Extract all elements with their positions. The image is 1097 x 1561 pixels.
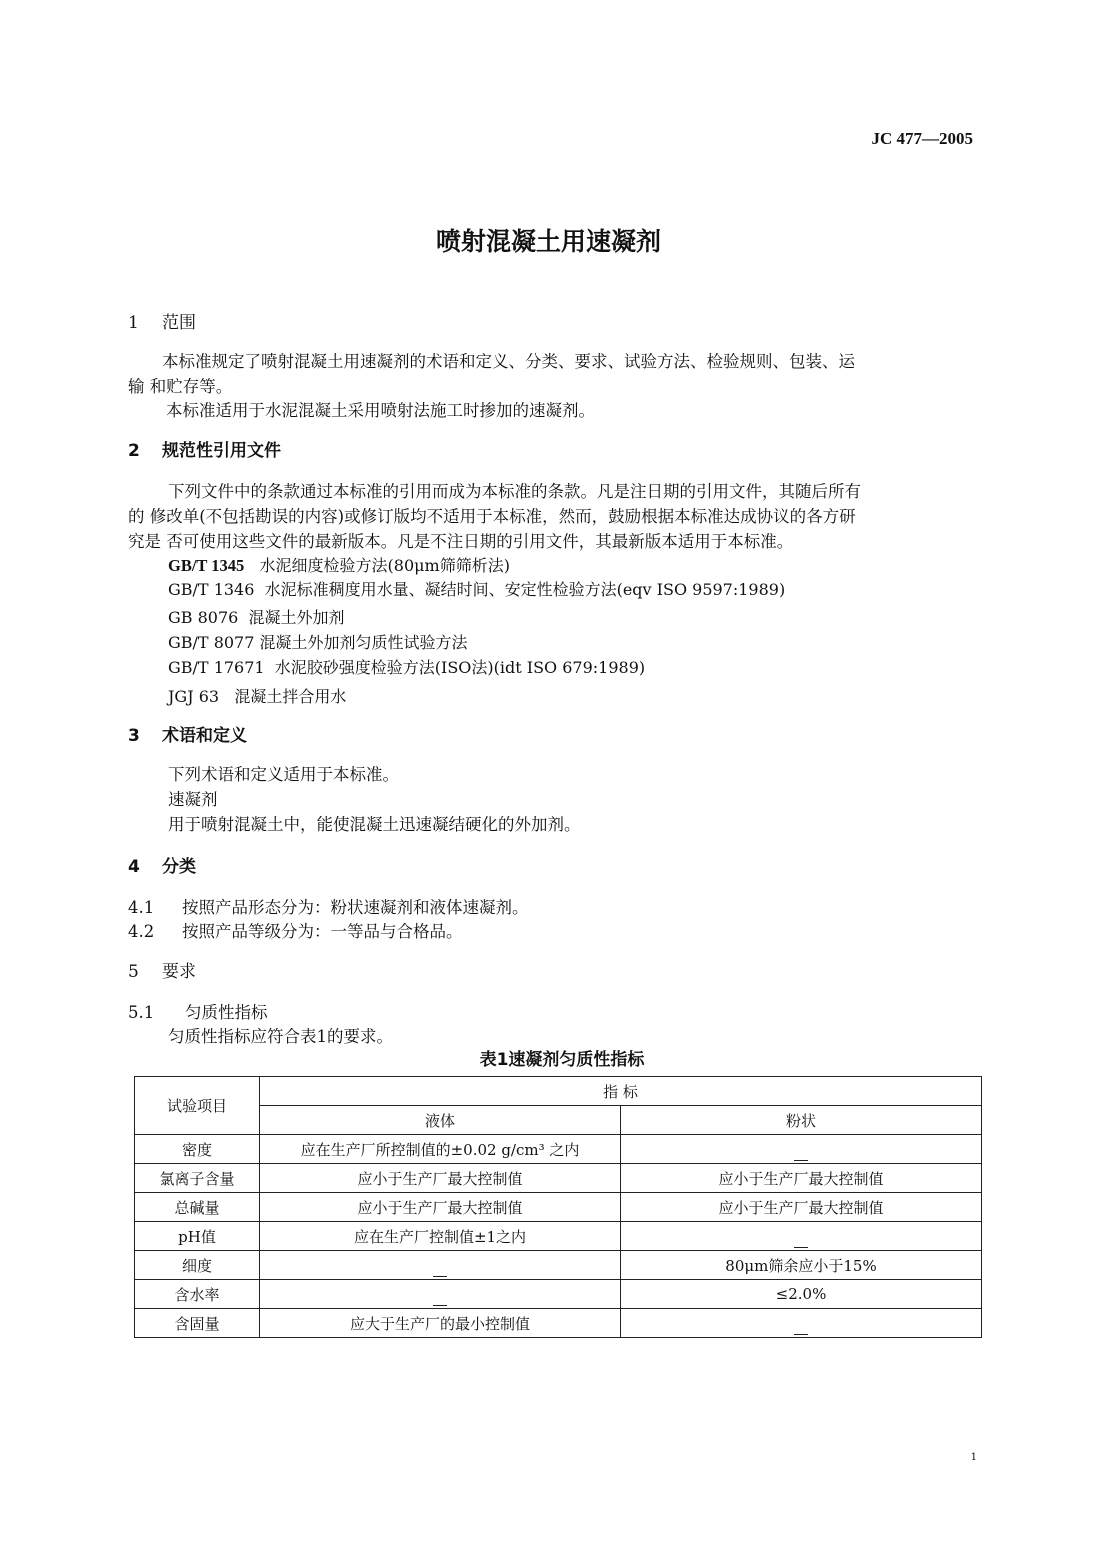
reference-code: GB/T 1345 [168,556,245,575]
table-row [135,1193,982,1222]
reference-item [168,687,346,707]
normative-paragraph-line: 下列文件中的条款通过本标准的引用而成为本标准的条款。凡是注日期的引用文件，其随后所有 [168,482,861,501]
cell-item: 氯离子含量 [135,1164,260,1193]
document-title: 喷射混凝土用速凝剂 [435,227,661,256]
section-title: 规范性引用文件 [162,441,281,461]
header-powder: 粉状 [621,1106,982,1135]
scope-paragraph-line: 输 和贮存等。 [128,377,233,396]
normative-paragraph-line: 的 修改单(不包括勘误的内容)或修订版均不适用于本标准，然而，鼓励根据本标准达成协议的各方研 [128,507,856,526]
section-title: 要求 [162,962,196,982]
table-subheader-row [135,1106,982,1135]
section-number: 4 [128,857,140,877]
cell-liquid: 应大于生产厂的最小控制值 [260,1309,621,1338]
clause-text: 按照产品形态分为：粉状速凝剂和液体速凝剂。 [182,898,529,917]
uniformity-index-table [134,1076,982,1338]
cell-powder [621,1222,982,1251]
table-row [135,1222,982,1251]
cell-powder: 应小于生产厂最大控制值 [621,1164,982,1193]
section-title: 范围 [162,313,196,333]
cell-item: 含水率 [135,1280,260,1309]
terms-intro: 下列术语和定义适用于本标准。 [168,765,399,784]
reference-code: GB 8076 [168,608,239,627]
cell-powder: 80μm筛余应小于15% [621,1251,982,1280]
section-heading-terms [128,726,247,747]
reference-item [168,556,510,577]
table-row [135,1309,982,1338]
reference-code: GB/T 17671 [168,658,265,677]
reference-title: 水泥标准稠度用水量、凝结时间、安定性检验方法(eqv ISO 9597:1989) [264,580,786,599]
reference-code: JGJ 63 [168,687,220,706]
table-row [135,1280,982,1309]
reference-item [168,633,468,653]
reference-item [168,658,645,678]
cell-liquid: 应在生产厂控制值±1之内 [260,1222,621,1251]
section-number: 5 [128,962,139,982]
cell-liquid: 应在生产厂所控制值的±0.02 g/cm³ 之内 [260,1135,621,1164]
header-test-item: 试验项目 [135,1077,260,1135]
dash-mark [794,1152,808,1161]
classification-item [128,898,529,919]
section-heading-requirements [128,962,196,983]
reference-item [168,608,345,628]
cell-powder [621,1309,982,1338]
reference-title: 混凝土外加剂 [248,608,345,627]
section-heading-classification [128,857,196,878]
cell-liquid [260,1280,621,1309]
header-index: 指 标 [260,1077,982,1106]
cell-item: 含固量 [135,1309,260,1338]
cell-powder: ≤2.0% [621,1280,982,1309]
cell-powder: 应小于生产厂最大控制值 [621,1193,982,1222]
dash-mark [433,1297,447,1306]
reference-title: 水泥胶砂强度检验方法(ISO法)(idt ISO 679:1989) [274,658,646,677]
table-header-row [135,1077,982,1106]
term-definition: 用于喷射混凝土中，能使混凝土迅速凝结硬化的外加剂。 [168,815,581,834]
page-number: 1 [970,1452,977,1463]
dash-mark [794,1239,808,1248]
cell-item: 密度 [135,1135,260,1164]
cell-item: 总碱量 [135,1193,260,1222]
clause-text: 按照产品等级分为：一等品与合格品。 [182,922,463,941]
clause-number: 4.2 [128,922,155,941]
section-heading-scope [128,313,196,334]
cell-liquid [260,1251,621,1280]
subsection-heading [128,1003,268,1024]
section-number: 2 [128,441,140,461]
standard-code: JC 477—2005 [871,129,973,148]
cell-liquid: 应小于生产厂最大控制值 [260,1164,621,1193]
table-caption: 表1速凝剂匀质性指标 [479,1050,645,1070]
cell-powder [621,1135,982,1164]
reference-item [168,580,785,600]
dash-mark [794,1326,808,1335]
scope-paragraph: 本标准适用于水泥混凝土采用喷射法施工时掺加的速凝剂。 [166,401,595,420]
reference-code: GB/T 8077 [168,633,255,652]
cell-liquid: 应小于生产厂最大控制值 [260,1193,621,1222]
reference-title: 水泥细度检验方法(80μm筛筛析法) [259,556,510,575]
table-row [135,1251,982,1280]
scope-paragraph-line: 本标准规定了喷射混凝土用速凝剂的术语和定义、分类、要求、试验方法、检验规则、包装、运 [162,352,855,371]
clause-number: 4.1 [128,898,155,917]
reference-title: 混凝土拌合用水 [234,687,347,706]
header-liquid: 液体 [260,1106,621,1135]
cell-item: pH值 [135,1222,260,1251]
normative-paragraph-line: 究是 否可使用这些文件的最新版本。凡是不注日期的引用文件，其最新版本适用于本标准。 [128,532,794,551]
section-number: 3 [128,726,140,746]
section-title: 术语和定义 [162,726,247,746]
dash-mark [433,1268,447,1277]
subsection-text: 匀质性指标应符合表1的要求。 [168,1027,393,1046]
reference-code: GB/T 1346 [168,580,255,599]
section-number: 1 [128,313,139,333]
cell-item: 细度 [135,1251,260,1280]
section-title: 分类 [162,857,196,877]
reference-title: 混凝土外加剂匀质性试验方法 [259,633,468,652]
term-name: 速凝剂 [168,790,218,809]
clause-title: 匀质性指标 [185,1003,268,1022]
table-row [135,1164,982,1193]
section-heading-normative [128,441,281,462]
table-row [135,1135,982,1164]
classification-item [128,922,463,943]
clause-number: 5.1 [128,1003,155,1022]
